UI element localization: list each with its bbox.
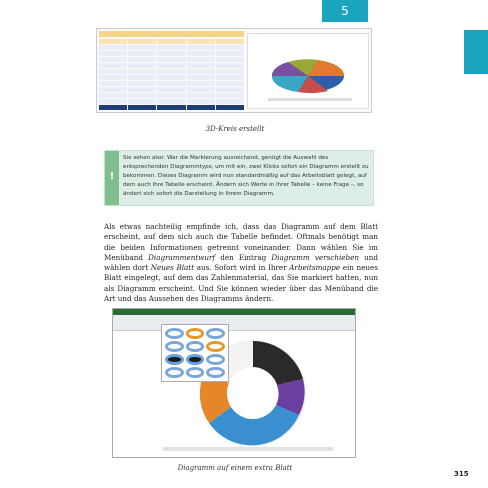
screenshot-chart-sheet xyxy=(112,308,356,458)
chapter-edge-marker xyxy=(464,30,488,74)
budget-table-image xyxy=(99,31,244,111)
chapter-tab: 5 xyxy=(322,0,368,22)
note-box xyxy=(104,150,374,206)
note-text: Sie sehen also: War die Markierung ausreichend, genügt die Auswahl des entsprechenden Diagrammtyps, um mit ein, zwei Klicks sofort ein Diagramm erstellt zu bekommen. Dieses Diagramm wird nun standardmäßig auf das Arbeitsblatt gelegt, auf dem auch Ihre Tabelle erscheint. Ändern sich Werte in Ihrer Tabelle – keine Frage –, so ändert sich sofort die Darstellung in Ihrem Diagramm. xyxy=(123,155,369,197)
pie-chart-image xyxy=(247,33,369,109)
figure-caption-bottom: Diagramm auf einem extra Blatt xyxy=(177,464,293,472)
page-number: 315 xyxy=(454,470,469,478)
figure-caption-top: 3D-Kreis erstellt xyxy=(205,125,265,133)
body-paragraph: Als etwas nachteilig empfinde ich, dass das Diagramm auf dem Blatt erscheint, auf dem sich auch die Tabelle befindet. Oftmals benötigt man die beiden Informationen getrennt voneinander. Dann wählen Sie im Menüband Diagrammentwurf den Eintrag Diagramm verschieben und wählen dort Neues Blatt aus. Sofort wird in Ihrer Arbeitsmappe ein neues Blatt eingelegt, auf dem das Zahlenmaterial, das Sie markiert hatten, nun als Diagramm erscheint. Und Sie können wieder über das Menüband die Art und das Aussehen des Diagramms ändern. xyxy=(104,222,378,304)
excel-ribbon-image xyxy=(113,309,355,331)
exclamation-icon: ! xyxy=(105,151,119,205)
screenshot-table-pie xyxy=(96,28,372,113)
chart-style-gallery[interactable] xyxy=(161,324,229,382)
